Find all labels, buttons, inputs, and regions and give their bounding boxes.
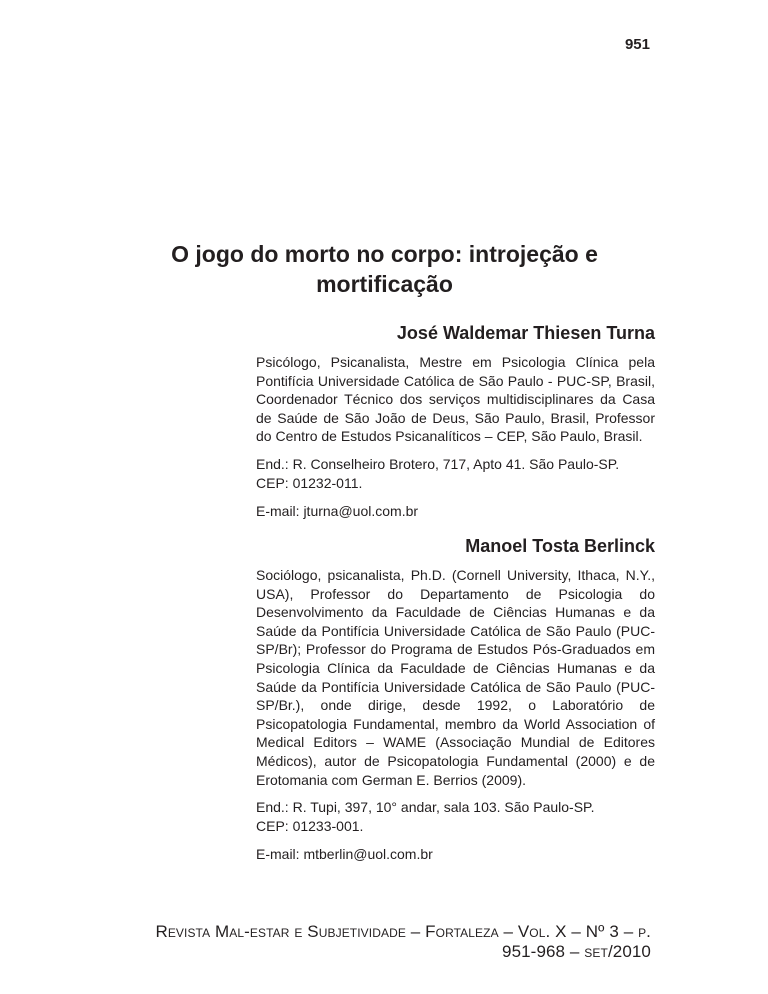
- address-line-2: CEP: 01233-001.: [256, 817, 364, 834]
- author-bio: Psicólogo, Psicanalista, Mestre em Psicologia Clínica pela Pontifícia Universidade Católica de São Paulo - PUC-SP, Brasil, Coordenador Técnico dos serviços multidisciplinares da Casa de Saúde de São João de Deus, São Paulo, Brasil, Professor do Centro de Estudos Psicanalíticos – CEP, São Paulo, Brasil.: [256, 354, 655, 445]
- address-line-2: CEP: 01232-011.: [256, 474, 363, 491]
- title-line-1: O jogo do morto no corpo: introjeção e: [171, 241, 598, 268]
- article-title: [118, 239, 651, 299]
- author-block-1: [256, 323, 655, 521]
- author-email: E-mail: jturna@uol.com.br: [256, 503, 419, 520]
- author-name: Manoel Tosta Berlinck: [465, 536, 655, 556]
- author-address: [256, 455, 655, 492]
- author-address: [256, 798, 655, 835]
- author-name: José Waldemar Thiesen Turna: [396, 323, 655, 343]
- address-line-1: End.: R. Conselheiro Brotero, 717, Apto 41. São Paulo-SP.: [256, 455, 620, 472]
- title-line-2: mortificação: [316, 271, 453, 298]
- address-line-1: End.: R. Tupi, 397, 10° andar, sala 103. São Paulo-SP.: [256, 799, 595, 816]
- journal-footer: Revista Mal-estar e Subjetividade – Fortaleza – Vol. X – Nº 3 – p. 951-968 – set/2010: [155, 922, 651, 961]
- page-number: 951: [624, 36, 650, 53]
- author-bio: Sociólogo, psicanalista, Ph.D. (Cornell University, Ithaca, N.Y., USA), Professor do Departamento de Psicologia do Desenvolvimento da Faculdade de Ciências Humanas e da Saúde da Pontifícia Universidade Católica de São Paulo (PUC-SP/Br); Professor do Programa de Estudos Pós-Graduados em Psicologia Clínica da Faculdade de Ciências Humanas e da Saúde da Pontifícia Universidade Católica de São Paulo (PUC-SP/Br.), onde dirige, desde 1992, o Laboratório de Psicopatologia Fundamental, membro da World Association of Medical Editors – WAME (Associação Mundial de Editores Médicos), autor de Psicopatologia Fundamental (2000) e de Erotomania com German E. Berrios (2009).: [256, 567, 655, 788]
- author-block-2: [256, 536, 655, 864]
- author-email: E-mail: mtberlin@uol.com.br: [256, 846, 433, 863]
